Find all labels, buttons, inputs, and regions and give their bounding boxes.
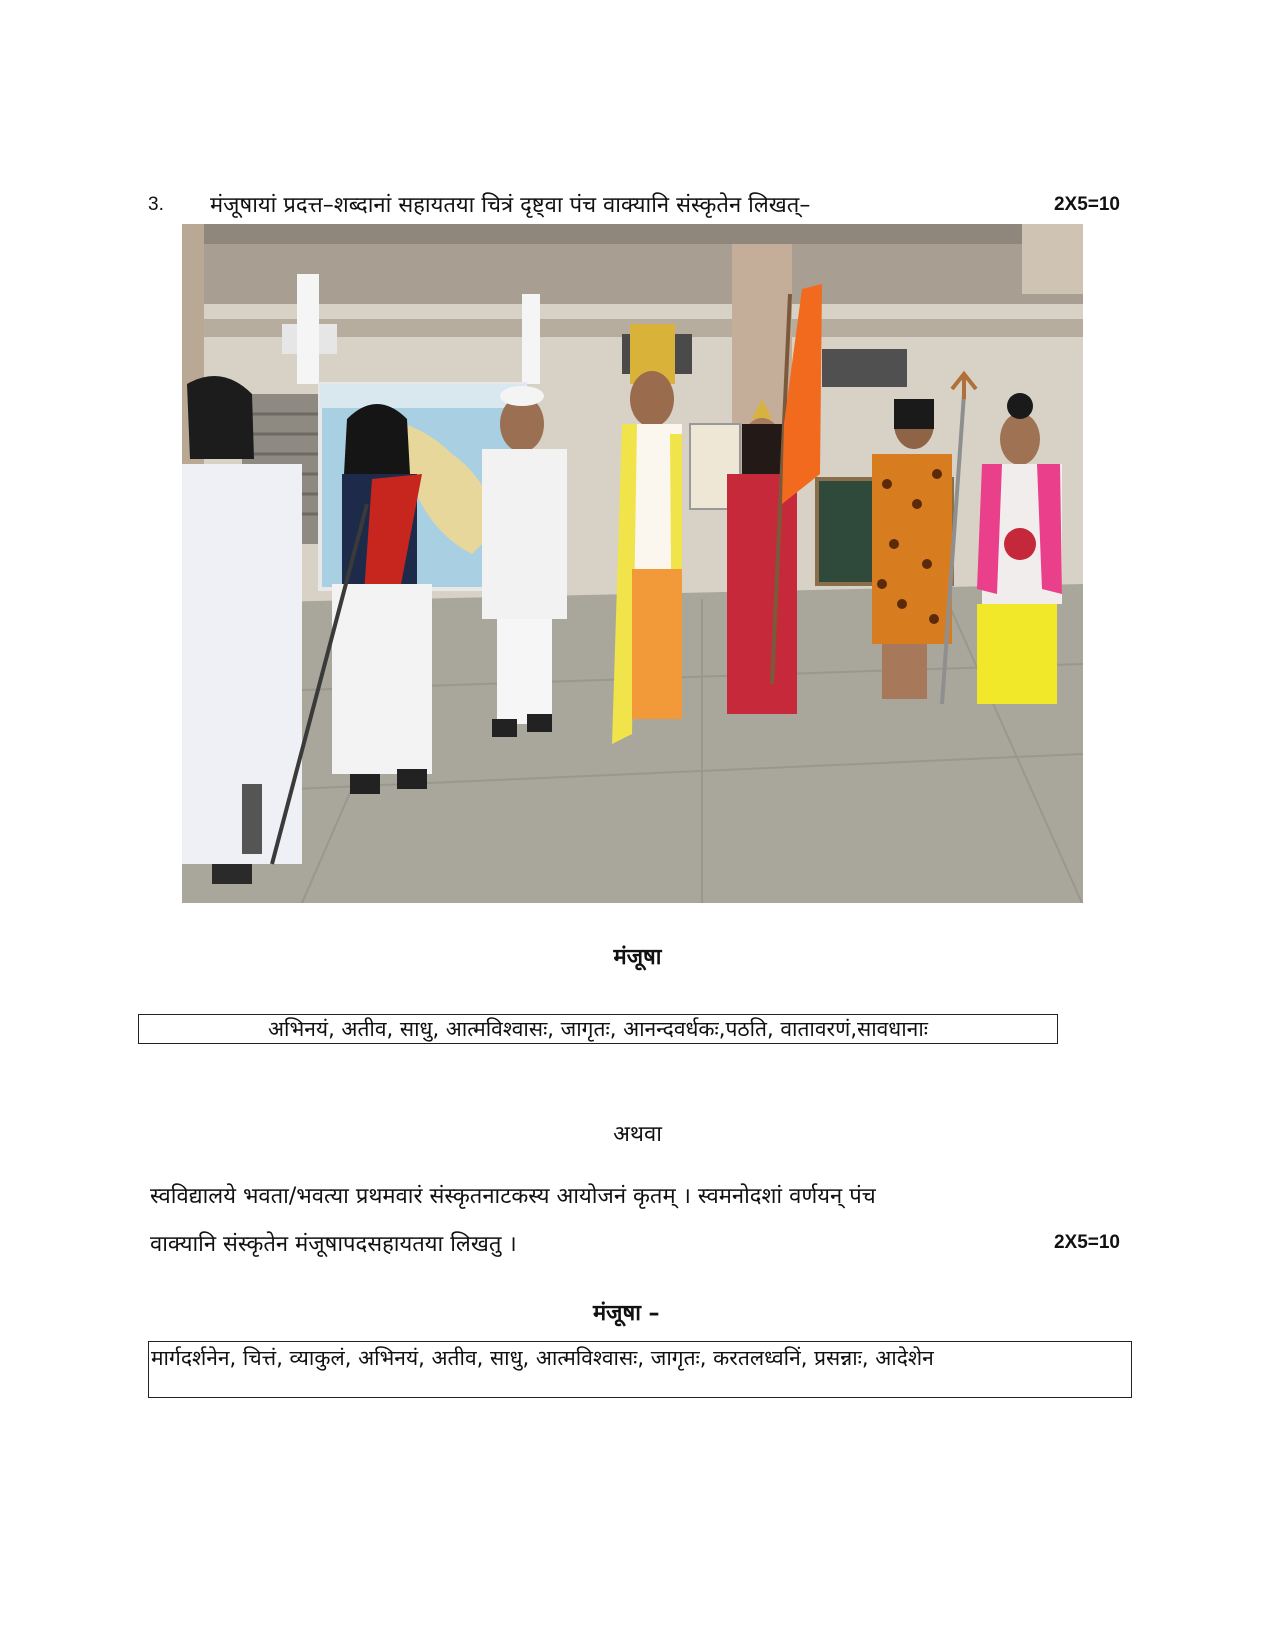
- alternative-marks: 2X5=10: [1053, 1232, 1120, 1253]
- word-box-heading: मंजूषा: [613, 945, 662, 970]
- school-drama-photo: [182, 224, 1083, 903]
- word-box-2: मार्गदर्शनेन, चित्तं, व्याकुलं, अभिनयं, अतीव, साधु, आत्मविश्वासः, जागृतः, करतलध्वनिं, प्रसन्नाः, आदेशेन: [148, 1341, 1132, 1398]
- word-box: अभिनयं, अतीव, साधु, आत्मविश्वासः, जागृतः, आनन्दवर्धकः,पठति, वातावरणं,सावधानाः: [138, 1014, 1058, 1044]
- or-label: अथवा: [613, 1122, 662, 1147]
- question-number: 3.: [148, 194, 164, 215]
- question-instruction: मंजूषायां प्रदत्त–शब्दानां सहायतया चित्रं दृष्ट्वा पंच वाक्यानि संस्कृतेन लिखत्–: [210, 193, 811, 218]
- word-box-heading-2: मंजूषा –: [593, 1301, 660, 1326]
- alternative-question-line-1: स्वविद्यालये भवता/भवत्या प्रथमवारं संस्कृतनाटकस्य आयोजनं कृतम् । स्वमनोदशां वर्णयन् पंच: [150, 1184, 876, 1209]
- question-marks: 2X5=10: [1053, 194, 1120, 215]
- alternative-question-line-2: वाक्यानि संस्कृतेन मंजूषापदसहायतया लिखतु ।: [150, 1232, 517, 1257]
